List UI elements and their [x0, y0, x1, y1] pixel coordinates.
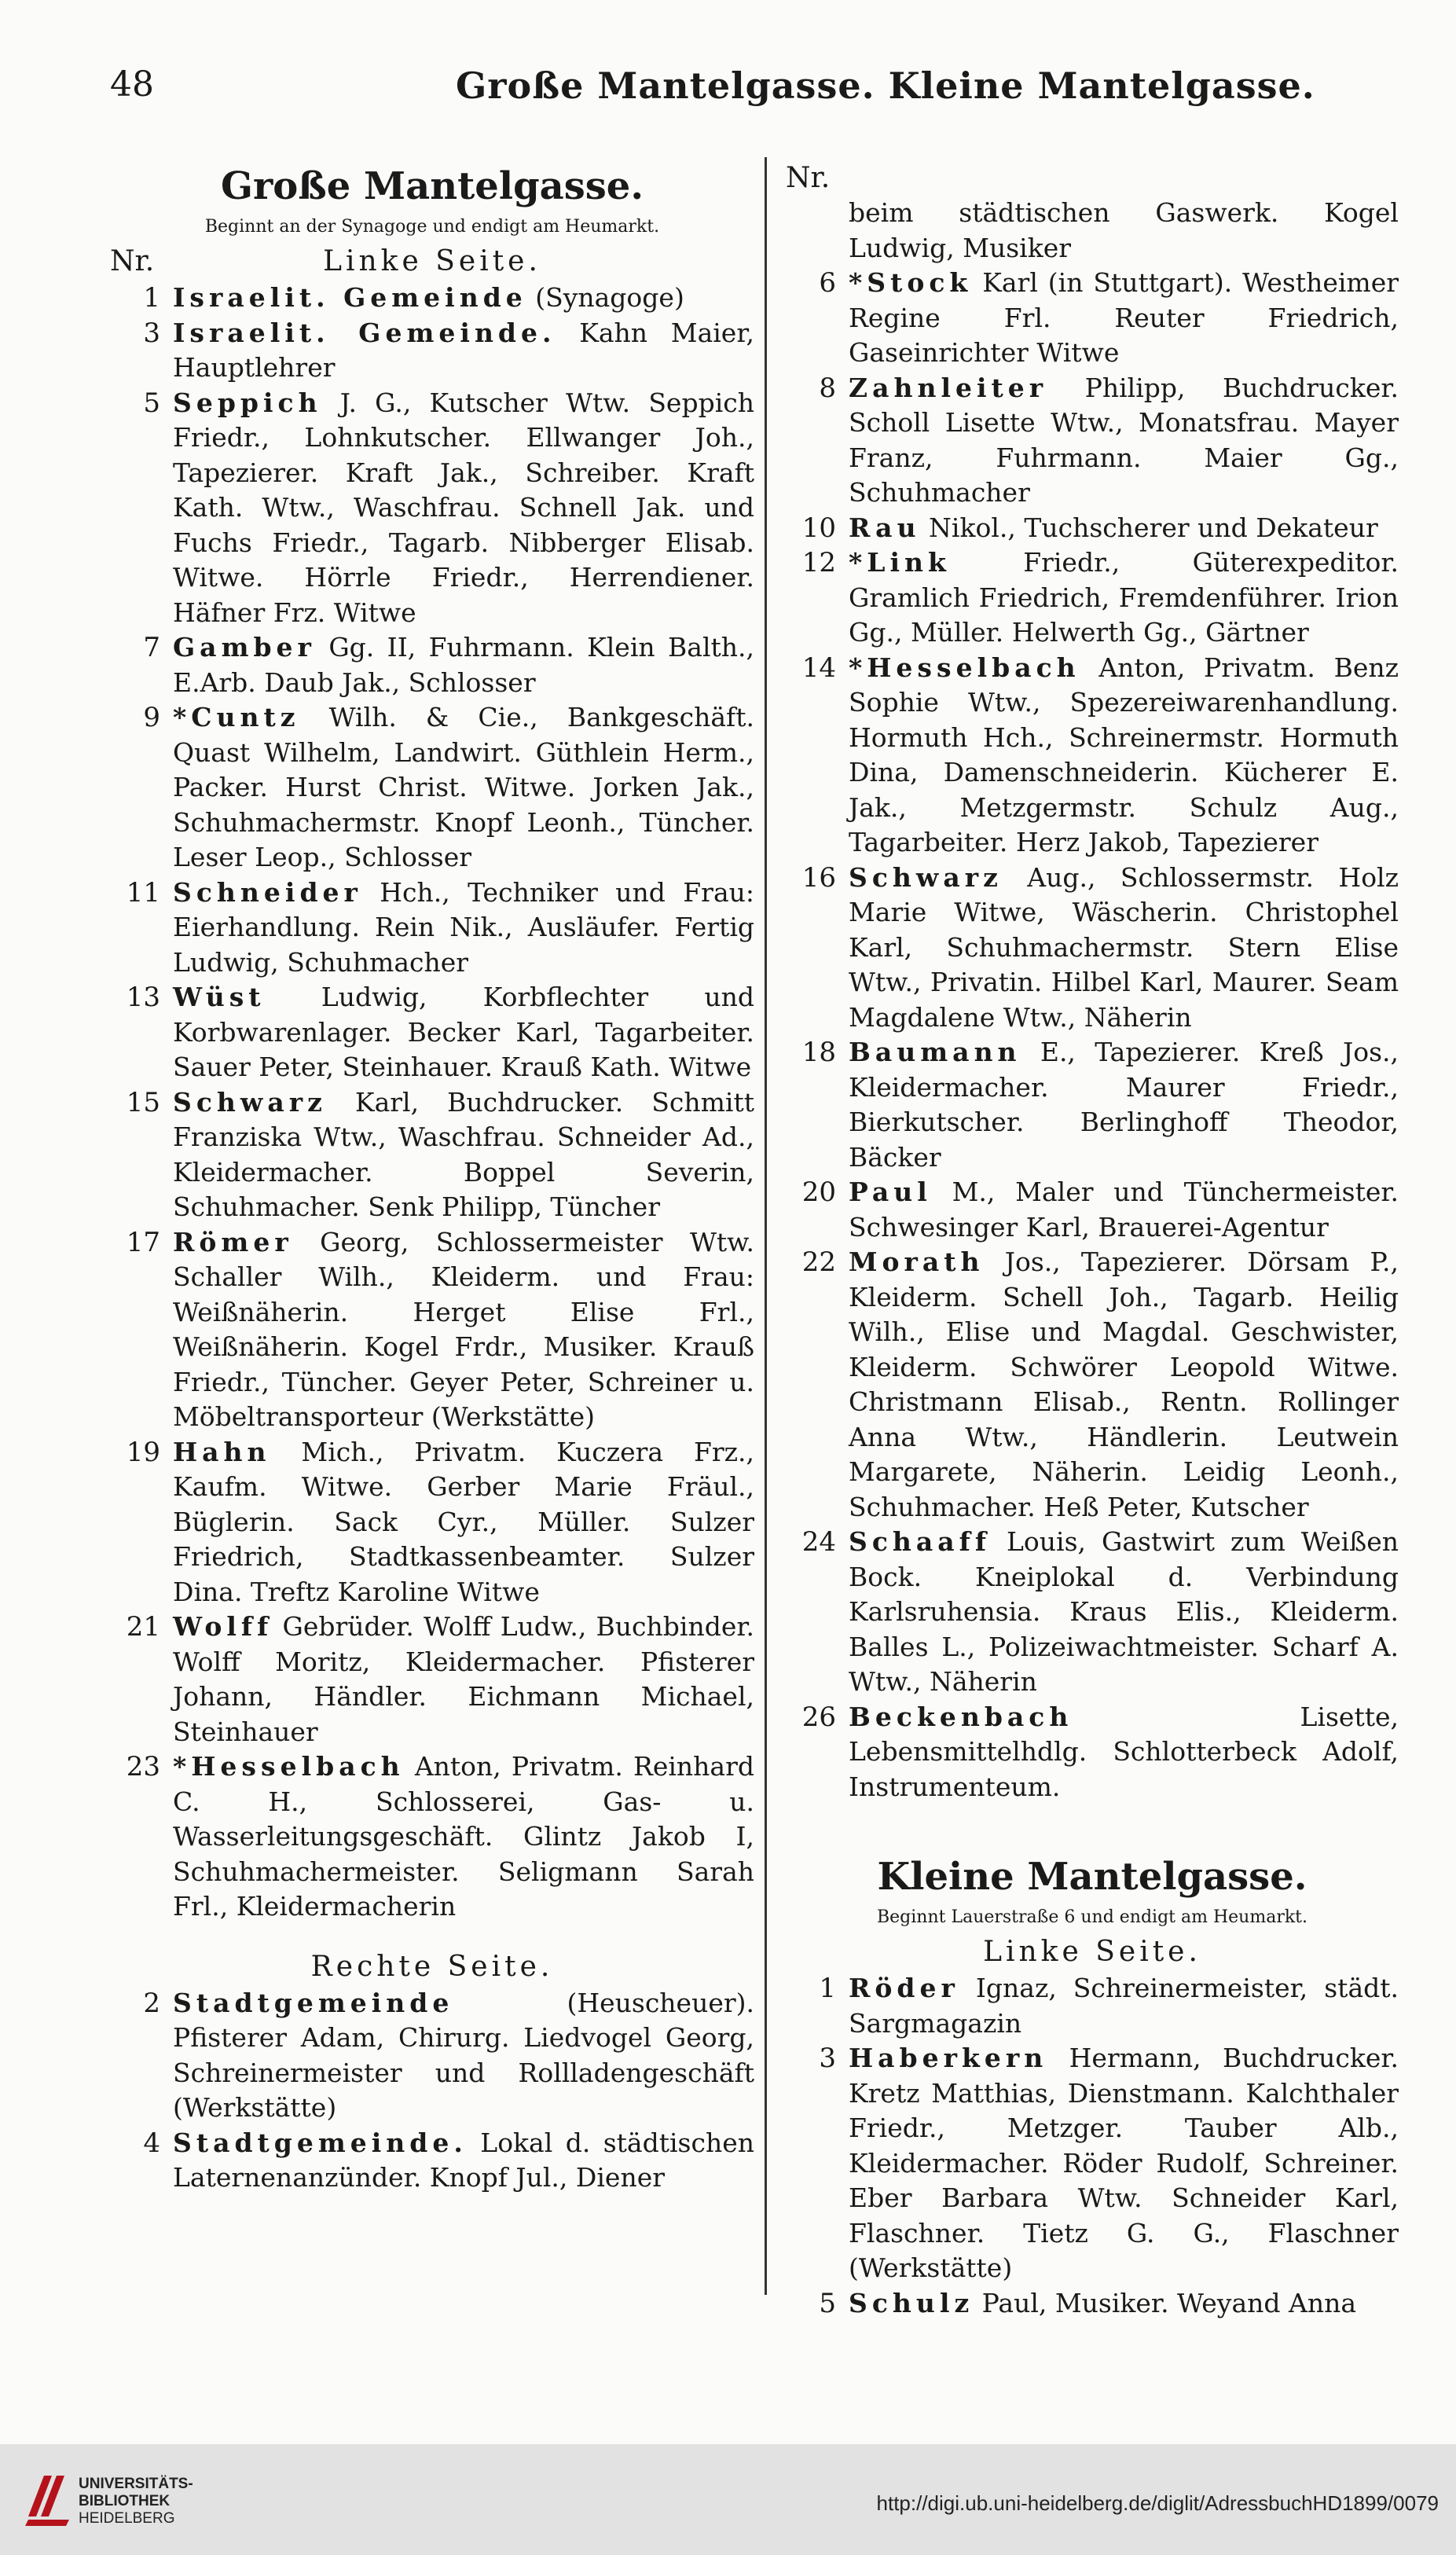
entry-text — [173, 700, 754, 876]
continuation-text: beim städtischen Gaswerk. Kogel Ludwig, Musiker — [849, 197, 1399, 263]
house-number: 16 — [801, 861, 836, 894]
directory-entry — [786, 1700, 1399, 1805]
owner-name: *Stock — [849, 267, 973, 298]
house-number: 8 — [819, 372, 836, 404]
owner-name: Hahn — [173, 1436, 271, 1467]
residents-text: Lokal d. städtischen Laternenanzünder. Knopf Jul., Diener — [173, 2127, 754, 2193]
house-number: 6 — [819, 267, 836, 299]
house-number: 19 — [126, 1436, 160, 1468]
residents-text: E., Tapezierer. Kreß Jos., Kleidermacher. Maurer Friedr., Bierkutscher. Berlinghoff Theodor, Bäcker — [849, 1037, 1399, 1173]
column-divider — [765, 157, 767, 2295]
entry-text — [849, 2286, 1399, 2322]
directory-entry — [786, 511, 1399, 546]
residents-text: (Heuscheuer). Pfisterer Adam, Chirurg. Liedvogel Georg, Schreinermeister und Rollladengeschäft (Werkstätte) — [173, 1987, 754, 2123]
nr-label-right: Nr. — [786, 162, 831, 194]
owner-name: Haberkern — [849, 2043, 1048, 2073]
residents-text: Jos., Tapezierer. Dörsam P., Kleiderm. Schell Joh., Tagarb. Heilig Wilh., Elise und Magdal. Geschwister, Kleiderm. Schwörer Leopold Witwe. Christmann Elisab., Rentn. Rollinger Anna Wtw., Händlerin. Leutwein Margarete, Näherin. Leidig Leonh., Schuhmacher. Heß Peter, Kutscher — [849, 1246, 1399, 1522]
running-title: Große Mantelgasse. Kleine Mantelgasse. — [456, 64, 1315, 107]
entry-text — [173, 281, 754, 316]
owner-name: Israelit. Gemeinde. — [173, 317, 556, 348]
owner-name: Römer — [173, 1226, 293, 1257]
owner-name: Schulz — [849, 2287, 974, 2318]
owner-name: Beckenbach — [849, 1701, 1073, 1732]
right-entries-2 — [786, 1971, 1399, 2321]
owner-name: Röder — [849, 1973, 959, 2003]
library-name — [79, 2476, 193, 2527]
directory-entry — [110, 1225, 754, 1435]
house-number: 7 — [143, 632, 160, 663]
left-column — [110, 161, 754, 2196]
left-entries — [110, 281, 754, 1925]
house-number: 20 — [801, 1177, 836, 1208]
entry-text — [849, 1245, 1399, 1525]
residents-text: Kahn Maier, Hauptlehrer — [173, 317, 754, 383]
house-number: 4 — [143, 2127, 160, 2159]
entry-text — [173, 2126, 754, 2196]
residents-text: Gg. II, Fuhrmann. Klein Balth., E.Arb. Daub Jak., Schlosser — [173, 632, 754, 698]
owner-name: *Hesselbach — [173, 1751, 405, 1782]
house-number: 5 — [819, 2287, 836, 2319]
entry-text — [849, 371, 1399, 511]
entry-text — [173, 1610, 754, 1749]
directory-entry — [786, 651, 1399, 861]
nr-label: Nr. — [110, 245, 155, 277]
linke-seite-label: Linke Seite. — [323, 245, 541, 277]
owner-name: *Link — [849, 547, 951, 578]
entry-text — [849, 1175, 1399, 1245]
house-number: 3 — [819, 2043, 836, 2074]
house-number: 1 — [143, 282, 160, 314]
owner-name: Schaaff — [849, 1526, 992, 1557]
section-subtitle: Beginnt an der Synagoge und endigt am Heumarkt. — [204, 217, 660, 237]
residents-text: Anton, Privatm. Reinhard C. H., Schlosserei, Gas- u. Wasserleitungsgeschäft. Glintz Jakob I, Schuhmachermeister. Seligmann Sarah Frl., Kleidermacherin — [173, 1751, 754, 1922]
entry-text — [173, 386, 754, 631]
residents-text: M., Maler und Tünchermeister. Schwesinger Karl, Brauerei-Agentur — [849, 1177, 1399, 1243]
page-header — [110, 64, 1399, 119]
directory-entry — [110, 1435, 754, 1610]
residents-text: Nikol., Tuchscherer und Dekateur — [920, 512, 1378, 543]
directory-entry — [110, 980, 754, 1085]
entry-text — [849, 1525, 1399, 1700]
residents-text: Lisette, Lebensmittelhdlg. Schlotterbeck Adolf, Instrumenteum. — [849, 1701, 1399, 1802]
section2-subtitle: Beginnt Lauerstraße 6 und endigt am Heumarkt. — [876, 1907, 1307, 1927]
house-number: 11 — [126, 876, 160, 909]
section-title-kleine-mantelgasse: Kleine Mantelgasse. — [877, 1855, 1307, 1899]
residents-text: Paul, Musiker. Weyand Anna — [974, 2287, 1357, 2318]
directory-entry — [110, 1610, 754, 1749]
owner-name: Israelit. Gemeinde — [173, 282, 527, 313]
directory-entry — [786, 2041, 1399, 2286]
owner-name: Wolff — [173, 1611, 273, 1642]
house-number: 1 — [819, 1973, 836, 2004]
entry-text — [849, 2041, 1399, 2286]
rechte-seite-label: Rechte Seite. — [310, 1950, 554, 1983]
residents-text: Karl (in Stuttgart). Westheimer Regine Frl. Reuter Friedrich, Gaseinrichter Witwe — [849, 267, 1399, 368]
directory-entry — [110, 1085, 754, 1225]
right-entries — [786, 266, 1399, 1804]
directory-entry — [786, 1525, 1399, 1700]
residents-text: Friedr., Güterexpeditor. Gramlich Friedrich, Fremdenführer. Irion Gg., Müller. Helwerth Gg., Gärtner — [849, 547, 1399, 648]
residents-text: Ludwig, Korbflechter und Korbwarenlager. Becker Karl, Tagarbeiter. Sauer Peter, Steinhauer. Krauß Kath. Witwe — [173, 982, 754, 1082]
house-number: 22 — [801, 1246, 836, 1278]
directory-entry — [786, 1035, 1399, 1175]
residents-text: Anton, Privatm. Benz Sophie Wtw., Spezereiwarenhandlung. Hormuth Hch., Schreinermstr. Hormuth Dina, Damenschneiderin. Kücherer E. Jak., Metzgermstr. Schulz Aug., Tagarbeiter. Herz Jakob, Tapezierer — [849, 652, 1399, 857]
house-number: 21 — [126, 1611, 160, 1643]
residents-text: Gebrüder. Wolff Ludw., Buchbinder. Wolff Moritz, Kleidermacher. Pfisterer Johann, Händler. Eichmann Michael, Steinhauer — [173, 1611, 754, 1747]
entry-text — [173, 876, 754, 981]
directory-entry — [786, 266, 1399, 371]
owner-name: Zahnleiter — [849, 372, 1048, 403]
house-number: 13 — [126, 982, 160, 1013]
owner-name: Seppich — [173, 387, 322, 418]
directory-entry — [786, 861, 1399, 1036]
continuation-entry — [786, 196, 1399, 266]
entry-text — [173, 1749, 754, 1925]
entry-text — [173, 1085, 754, 1225]
owner-name: Morath — [849, 1246, 985, 1277]
residents-text: Karl, Buchdrucker. Schmitt Franziska Wtw., Waschfrau. Schneider Ad., Kleidermacher. Boppel Severin, Schuhmacher. Senk Philipp, Tüncher — [173, 1086, 754, 1222]
page-number: 48 — [110, 64, 154, 105]
directory-entry — [786, 2286, 1399, 2322]
directory-entry — [110, 281, 754, 316]
owner-name: Gamber — [173, 632, 316, 663]
directory-entry — [786, 371, 1399, 511]
house-number: 26 — [801, 1701, 836, 1733]
entry-text — [173, 316, 754, 386]
house-number: 24 — [801, 1526, 836, 1558]
owner-name: Schneider — [173, 876, 362, 908]
source-url-link[interactable]: http://digi.ub.uni-heidelberg.de/diglit/AdressbuchHD1899/0079 — [876, 2491, 1439, 2515]
house-number: 2 — [143, 1987, 160, 2019]
left-right-side-entries — [110, 1986, 754, 2196]
entry-text — [849, 1700, 1399, 1805]
directory-entry — [110, 1986, 754, 2126]
entry-text — [849, 545, 1399, 651]
house-number: 9 — [143, 702, 160, 733]
entry-text — [849, 1971, 1399, 2041]
residents-text: J. G., Kutscher Wtw. Seppich Friedr., Lohnkutscher. Ellwanger Joh., Tapezierer. Kraft Jak., Schreiber. Kraft Kath. Wtw., Waschfrau. Schnell Jak. und Fuchs Friedr., Tagarb. Nibberger Elisab. Witwe. Hörrle Friedr., Herrendiener. Häfner Frz. Witwe — [173, 387, 754, 628]
section-title-grosse-mantelgasse: Große Mantelgasse. — [220, 164, 644, 208]
linke-seite-label-2: Linke Seite. — [983, 1936, 1201, 1968]
house-number: 5 — [143, 387, 160, 419]
residents-text: (Synagoge) — [526, 282, 684, 313]
residents-text: Philipp, Buchdrucker. Scholl Lisette Wtw., Monatsfrau. Mayer Franz, Fuhrmann. Maier Gg., Schuhmacher — [849, 372, 1399, 508]
house-number: 23 — [126, 1751, 160, 1782]
house-number: 17 — [126, 1226, 160, 1258]
footer-bar — [0, 2444, 1456, 2555]
directory-entry — [110, 876, 754, 981]
library-line-2: BIBLIOTHEK — [79, 2493, 171, 2509]
residents-text: Ignaz, Schreinermeister, städt. Sargmagazin — [849, 1973, 1399, 2039]
owner-name: Schwarz — [849, 861, 1003, 893]
entry-text — [173, 980, 754, 1085]
owner-name: *Cuntz — [173, 702, 300, 732]
residents-text: Hch., Techniker und Frau: Eierhandlung. Rein Nik., Ausläufer. Fertig Ludwig, Schuhmacher — [173, 876, 754, 978]
entry-text — [849, 266, 1399, 371]
directory-entry — [786, 545, 1399, 651]
entry-text — [849, 511, 1399, 546]
house-number: 10 — [801, 512, 836, 544]
owner-name: Rau — [849, 512, 921, 543]
owner-name: Stadtgemeinde — [173, 1987, 454, 2018]
house-number: 18 — [801, 1037, 836, 1068]
directory-entry — [786, 1245, 1399, 1525]
right-column — [786, 161, 1399, 2321]
entry-text — [173, 630, 754, 700]
entry-text — [173, 1225, 754, 1435]
residents-text: Georg, Schlossermeister Wtw. Schaller Wilh., Kleiderm. und Frau: Weißnäherin. Herget Elise Frl., Weißnäherin. Kogel Frdr., Musiker. Krauß Friedr., Tüncher. Geyer Peter, Schreiner u. Möbeltransporteur (Werkstätte) — [173, 1226, 754, 1432]
directory-entry — [110, 316, 754, 386]
owner-name: Baumann — [849, 1037, 1021, 1067]
entry-text — [849, 1035, 1399, 1175]
residents-text: Louis, Gastwirt zum Weißen Bock. Kneiplokal d. Verbindung Karlsruhensia. Kraus Elis., Kleiderm. Balles L., Polizeiwachtmeister. Scharf A. Wtw., Näherin — [849, 1526, 1399, 1697]
library-line-3: HEIDELBERG — [79, 2510, 175, 2527]
left-side-heading — [110, 243, 754, 281]
residents-text: Wilh. & Cie., Bankgeschäft. Quast Wilhelm, Landwirt. Güthlein Herm., Packer. Hurst Christ. Witwe. Jorken Jak., Schuhmachermstr. Knopf Leonh., Tüncher. Leser Leop., Schlosser — [173, 702, 754, 872]
directory-entry — [110, 630, 754, 700]
owner-name: Schwarz — [173, 1086, 327, 1118]
entry-text — [173, 1986, 754, 2126]
entry-text — [849, 861, 1399, 1036]
directory-entry — [110, 2126, 754, 2196]
house-number: 15 — [126, 1086, 160, 1118]
directory-entry — [786, 1971, 1399, 2041]
house-number: 14 — [801, 652, 836, 684]
library-line-1: UNIVERSITÄTS- — [79, 2476, 193, 2492]
entry-text — [173, 1435, 754, 1610]
house-number: 12 — [801, 547, 836, 578]
residents-text: Mich., Privatm. Kuczera Frz., Kaufm. Witwe. Gerber Marie Fräul., Büglerin. Sack Cyr., Müller. Sulzer Friedrich, Stadtkassenbeamter. Sulzer Dina. Treftz Karoline Witwe — [173, 1436, 754, 1607]
owner-name: Wüst — [173, 982, 266, 1012]
house-number: 3 — [143, 317, 160, 349]
directory-entry — [110, 700, 754, 876]
residents-text: Aug., Schlossermstr. Holz Marie Witwe, Wäscherin. Christophel Karl, Schuhmachermstr. Stern Elise Wtw., Privatin. Hilbel Karl, Maurer. Seam Magdalene Wtw., Näherin — [849, 861, 1399, 1033]
directory-entry — [110, 386, 754, 631]
owner-name: Stadtgemeinde. — [173, 2127, 468, 2158]
entry-text — [849, 651, 1399, 861]
directory-entry — [786, 1175, 1399, 1245]
directory-entry — [110, 1749, 754, 1925]
owner-name: Paul — [849, 1177, 932, 1207]
owner-name: *Hesselbach — [849, 652, 1080, 683]
residents-text: Hermann, Buchdrucker. Kretz Matthias, Dienstmann. Kalchthaler Friedr., Metzger. Tauber Alb., Kleidermacher. Röder Rudolf, Schreiner. Eber Barbara Wtw. Schneider Karl, Flaschner. Tietz G. G., Flaschner (Werkstätte) — [849, 2043, 1399, 2283]
